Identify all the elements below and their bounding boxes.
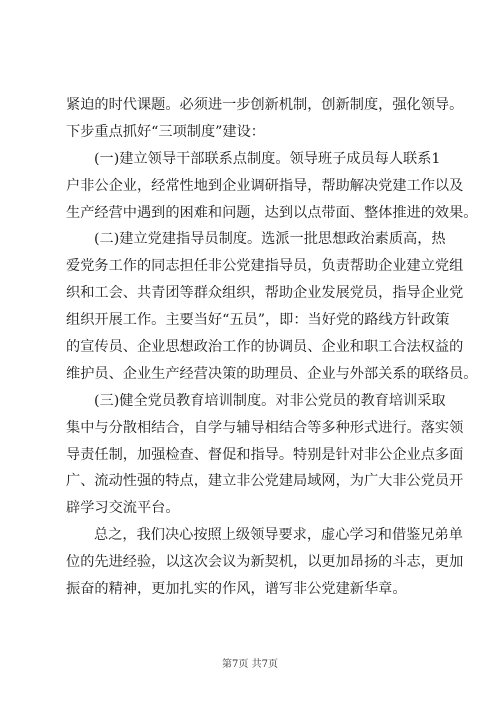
text-line: 户非公企业，经常性地到企业调研指导，帮助解决党建工作以及 xyxy=(66,177,464,194)
text-line: 位的先进经验，以这次会议为新契机，以更加昂扬的斗志，更加 xyxy=(66,554,464,571)
text-line: 紧迫的时代课题。必须进一步创新机制，创新制度，强化领导。 xyxy=(66,97,464,113)
text-line: (二)建立党建指导员制度。选派一批思想政治素质高，热 xyxy=(94,231,446,248)
text-line: 下步重点抓好“三项制度”建设： xyxy=(66,123,265,140)
page-footer: 第7页 共7页 xyxy=(222,659,278,670)
text-line: 振奋的精神，更加扎实的作风，谱写非公党建新华章。 xyxy=(66,581,407,598)
text-line: (一)建立领导干部联系点制度。领导班子成员每人联系1 xyxy=(94,150,441,167)
paragraph xyxy=(66,92,464,146)
text-line: 爱党务工作的同志担任非公党建指导员，负责帮助企业建立党组 xyxy=(66,258,464,275)
text-line: 辟学习交流平台。 xyxy=(66,500,180,517)
text-line: 导责任制，加强检查、督促和指导。特别是针对非公企业点多面 xyxy=(66,446,464,463)
paragraph xyxy=(66,522,464,603)
text-line: 总之，我们决心按照上级领导要求，虚心学习和借鉴兄弟单 xyxy=(94,527,463,544)
paragraph xyxy=(66,388,464,522)
text-line: 集中与分散相结合，自学与辅导相结合等多种形式进行。落实领 xyxy=(66,419,464,436)
text-line: 生产经营中遇到的困难和问题，达到以点带面、整体推进的效果。 xyxy=(66,204,478,221)
text-line: 广、流动性强的特点，建立非公党建局域网，为广大非公党员开 xyxy=(66,473,464,490)
text-line: 织和工会、共青团等群众组织，帮助企业发展党员，指导企业党 xyxy=(66,285,464,302)
text-line: 的宣传员、企业思想政治工作的协调员、企业和职工合法权益的 xyxy=(66,339,464,356)
paragraph xyxy=(66,226,478,387)
text-line: 维护员、企业生产经营决策的助理员、企业与外部关系的联络员。 xyxy=(66,365,478,382)
document-body xyxy=(66,92,478,603)
paragraph xyxy=(66,146,478,227)
text-line: (三)健全党员教育培训制度。对非公党员的教育培训采取 xyxy=(94,392,446,409)
text-line: 组织开展工作。主要当好“五员”，即：当好党的路线方针政策 xyxy=(66,312,450,329)
